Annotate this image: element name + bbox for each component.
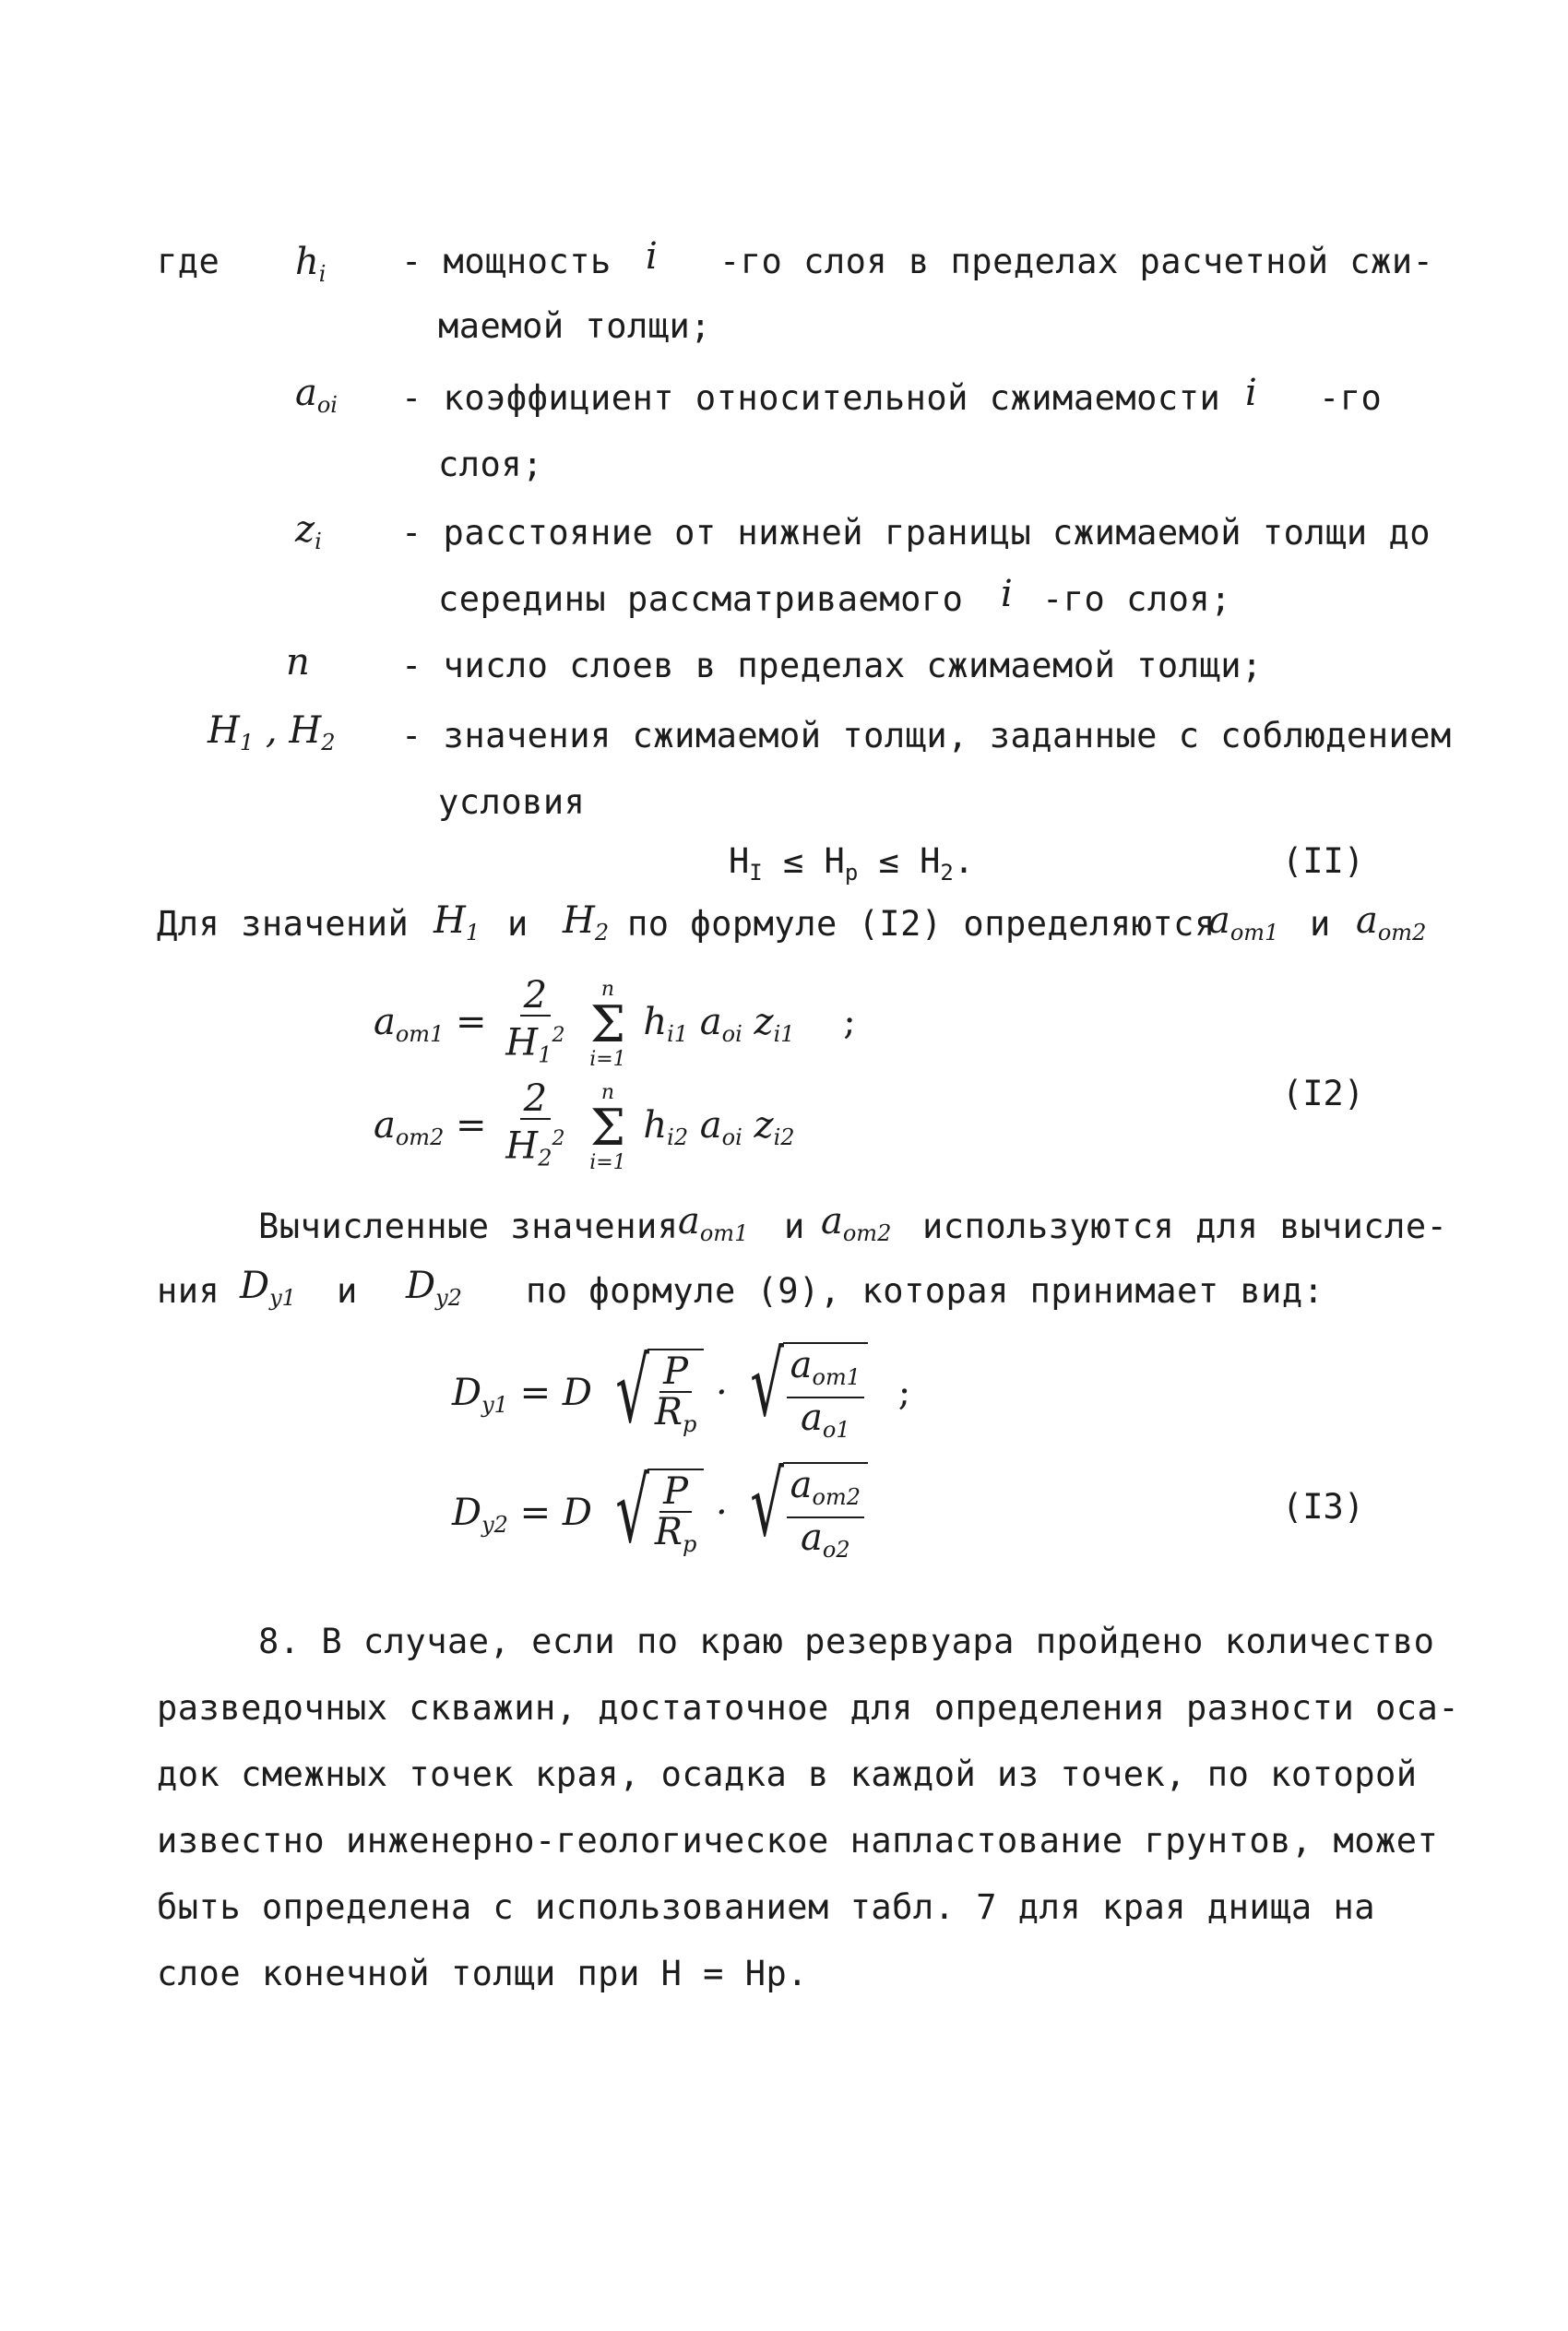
para8-line: 8. В случае, если по краю резервуара пройдено количество: [258, 1622, 1435, 1661]
para-values-and2: и: [1310, 904, 1331, 944]
def-aoi-text: - коэффициент относительной сжимаемости: [401, 378, 1221, 418]
para-computed-line1-a: Вычисленные значения: [258, 1207, 679, 1246]
where-label: где: [157, 242, 220, 281]
para8-line: док смежных точек края, осадка в каждой из точек, по которой: [157, 1754, 1418, 1794]
symbol-h1: $H_1$: [434, 899, 481, 945]
para-computed-line1-b: и: [784, 1207, 805, 1246]
para-values-and1: и: [507, 904, 529, 944]
symbol-aom1: $a_{om1}$: [1208, 899, 1279, 945]
para-values-text-b: по формуле (I2) определяются: [627, 904, 1216, 944]
para-values-text-a: Для значений: [157, 904, 410, 944]
condition-formula: $H_I \le H_p \le H_2$.: [729, 841, 975, 886]
def-zi-text-line2: середины рассматриваемого: [438, 579, 964, 619]
para8-line: разведочных скважин, достаточное для определения разности оса-: [157, 1688, 1460, 1728]
symbol-z-i: $z_i$: [295, 508, 322, 554]
formula-12-line2: $a_{om2}$ = $\frac{2}{H_2^2}$ n Σ i=1 $h_{i2}$ $a_{oi}$ $z_{i2}$: [374, 1077, 795, 1175]
def-h-text-line2: условия: [438, 782, 586, 822]
symbol-aom2: $a_{om2}$: [1356, 899, 1427, 945]
para-computed-line2-a: ния: [157, 1271, 220, 1311]
symbol-a-oi: $a_{oi}$: [295, 372, 338, 418]
def-hi-text: - мощность: [401, 242, 612, 281]
def-h-text: - значения сжимаемой толщи, заданные с соблюдением: [401, 716, 1452, 755]
para-computed-line2-b: и: [337, 1271, 358, 1311]
symbol-n: n: [286, 641, 310, 684]
def-n-text: - число слоев в пределах сжимаемой толщи;: [401, 646, 1263, 685]
def-aoi-text-cont: -го: [1319, 378, 1383, 418]
symbol-dy2: $D_{y2}$: [406, 1265, 462, 1311]
formula-13-line1: $D_{y1} = D$ √ $\frac{P}{R_p}$ · √ $\frac{a_{om1}}{a_{o1}}$ ;: [452, 1342, 910, 1449]
formula-12-line1: $a_{om1}$ = $\frac{2}{H_1^2}$ n Σ i=1 $h_{i1}$ $a_{oi}$ $z_{i1}$ ;: [374, 974, 856, 1072]
def-zi-text-line2-cont: -го слоя;: [1042, 579, 1231, 619]
para-computed-line2-c: по формуле (9), которая принимает вид:: [526, 1271, 1324, 1311]
symbol-i: i: [1245, 372, 1257, 414]
para8-line: известно инженерно-геологическое напластование грунтов, может: [157, 1821, 1439, 1861]
para-computed-line1-c: используются для вычисле-: [922, 1207, 1448, 1246]
formula-number-12: (I2): [1282, 1074, 1365, 1113]
formula-number-ii: (II): [1282, 841, 1365, 881]
def-aoi-text-line2: слоя;: [438, 445, 543, 484]
def-hi-text-cont: -го слоя в пределах расчетной сжи-: [719, 242, 1434, 281]
formula-13-line2: $D_{y2} = D$ √ $\frac{P}{R_p}$ · √ $\frac{a_{om2}}{a_{o2}}$: [452, 1462, 868, 1569]
symbol-h2: $H_2$: [563, 899, 610, 945]
symbol-i: i: [646, 235, 658, 278]
para8-line: быть определена с использованием табл. 7 для края днища на: [157, 1887, 1376, 1927]
def-zi-text: - расстояние от нижней границы сжимаемой толщи до: [401, 513, 1431, 553]
def-hi-text-line2: маемой толщи;: [438, 306, 712, 346]
para8-line: слое конечной толщи при Н = Нр.: [157, 1954, 809, 1993]
symbol-i: i: [1001, 573, 1013, 615]
symbol-aom1: $a_{om1}$: [678, 1200, 749, 1246]
symbol-dy1: $D_{y1}$: [240, 1265, 296, 1311]
formula-number-13: (I3): [1282, 1487, 1365, 1527]
symbol-h-i: $h_i$: [295, 241, 327, 287]
symbol-aom2: $a_{om2}$: [821, 1200, 892, 1246]
symbol-h1-h2: $H_1$ , $H_2$: [208, 709, 336, 755]
